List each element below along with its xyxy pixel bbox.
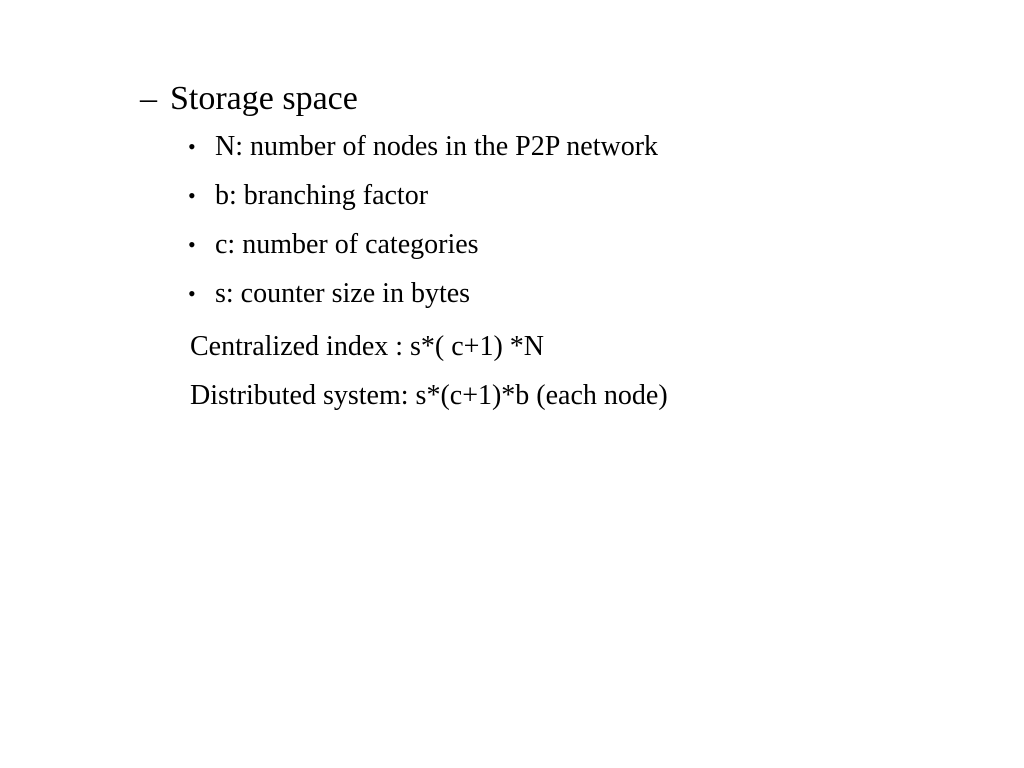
bullet-text: b: branching factor bbox=[215, 180, 429, 211]
dash-marker: – bbox=[140, 80, 157, 117]
heading-text: Storage space bbox=[170, 80, 358, 117]
bullet-marker: • bbox=[188, 134, 196, 159]
bullet-marker: • bbox=[188, 183, 196, 208]
bullet-marker: • bbox=[188, 232, 196, 257]
formula-centralized-index: Centralized index : s*( c+1) *N bbox=[190, 331, 545, 362]
bullet-text: s: counter size in bytes bbox=[215, 278, 471, 309]
list-item bbox=[188, 180, 658, 212]
definition-list bbox=[188, 131, 658, 327]
heading-storage-space bbox=[140, 78, 358, 120]
list-item bbox=[188, 278, 658, 310]
bullet-text: c: number of categories bbox=[215, 229, 479, 260]
bullet-text: N: number of nodes in the P2P network bbox=[215, 131, 659, 162]
list-item bbox=[188, 229, 658, 261]
formula-distributed-system: Distributed system: s*(c+1)*b (each node) bbox=[190, 380, 668, 411]
list-item bbox=[188, 131, 658, 163]
bullet-marker: • bbox=[188, 281, 196, 306]
